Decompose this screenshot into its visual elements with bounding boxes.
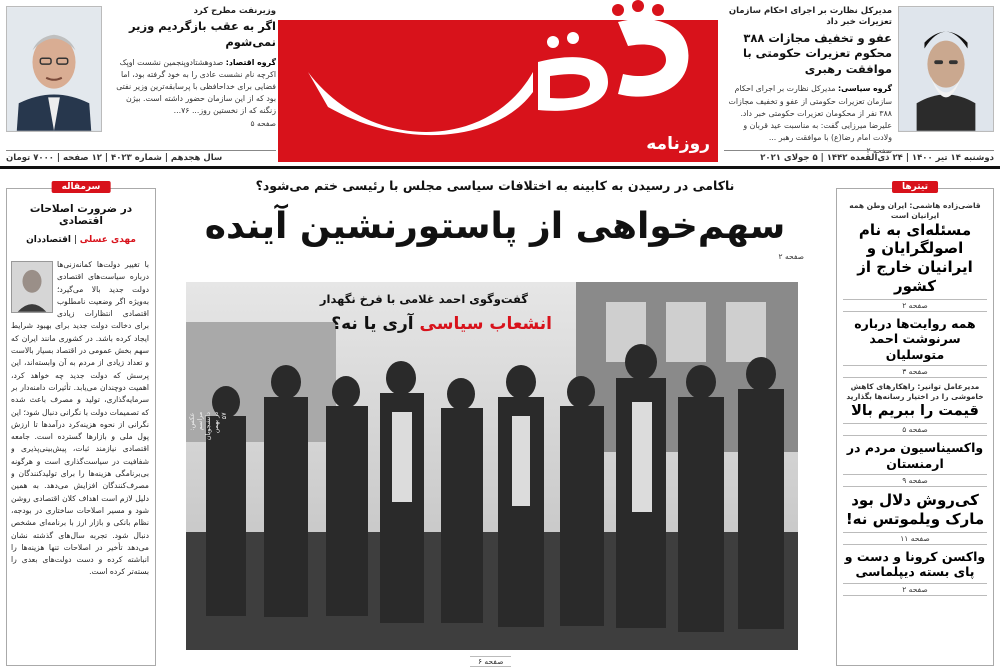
masthead-right-story[interactable] xyxy=(724,6,892,156)
author-role: اقتصاددان xyxy=(26,235,71,245)
photo-title-red: انشعاب سیاسی xyxy=(419,314,552,334)
teaser-title[interactable]: همه روایت‌ها درباره سرنوشت احمد متوسلیان xyxy=(854,315,976,362)
teaser-title[interactable]: کی‌روش دلال بود مارک ویلموتس نه! xyxy=(845,491,985,528)
teaser-page[interactable]: صفحه ۲ xyxy=(843,299,987,312)
crowd-photo-image xyxy=(186,282,798,650)
author-separator: | xyxy=(70,235,77,245)
teaser-item[interactable] xyxy=(837,189,993,312)
story-title[interactable]: اگر به عقب بازگردیم وزیر نمی‌شوم xyxy=(129,19,276,49)
lead-photo[interactable] xyxy=(186,282,798,650)
teaser-item[interactable] xyxy=(837,545,993,596)
teaser-item[interactable] xyxy=(837,312,993,379)
leader-portrait[interactable] xyxy=(898,6,994,132)
author-photo xyxy=(11,261,53,313)
lead-subhead: ناکامی در رسیدن به کابینه به اختلافات سیاسی مجلس با رئیسی ختم می‌شود؟ xyxy=(255,178,735,193)
headlines-column xyxy=(836,182,994,666)
headlines-tab: تیترها xyxy=(892,181,938,193)
portrait-image xyxy=(899,7,993,131)
issue-date: دوشنبه ۱۴ تیر ۱۴۰۰ | ۲۴ ذی‌القعده ۱۴۴۲ | ۵ جولای ۲۰۲۱ xyxy=(724,150,994,165)
teaser-page[interactable]: صفحه ۱۱ xyxy=(843,532,987,545)
teaser-title[interactable]: مسئله‌ای به نام اصولگرایان و ایرانیان خارج از کشور xyxy=(857,220,973,295)
logo-wordmark xyxy=(288,2,708,162)
photo-title[interactable] xyxy=(331,314,552,334)
story-body-lead: گروه اقتصاد: xyxy=(225,57,276,67)
page-reference[interactable]: صفحه ۵ xyxy=(250,118,276,128)
story-kicker: مدیرکل نظارت بر اجرای احکام سازمان تعزیرات خبر داد xyxy=(728,6,892,28)
teaser-item[interactable] xyxy=(837,436,993,487)
page-reference[interactable]: صفحه ۲ xyxy=(866,145,892,155)
editorial-column[interactable] xyxy=(6,182,156,666)
editorial-title[interactable]: در ضرورت اصلاحات اقتصادی xyxy=(29,203,133,227)
masthead-left-story[interactable] xyxy=(108,6,276,129)
editorial-text: با تغییر دولت‌ها کمانه‌زنی‌ها درباره سیاست‌های اقتصادی دولت جدید بالا می‌گیرد؛ به‌ویژه اگر وضعیت نامطلوب اقتصادی انتظارات زیادی برای دخالت دولت جدید برای بهبود شرایط ایجاد کرده باشد. در کشوری مانند ایران که سهم بخش عمومی در اقتصاد بسیار بالاست و تعداد زیادی از مردم به آن وابسته‌اند، این پرسش که دولت جدید چه خواهد کرد، اهمیت دوچندان می‌یابد. تأثیرات دامنه‌دار بر سرمایه‌گذاری، تولید و مصرف باعث شده که تصمیمات دولت با نگرانی دنبال شود؛ این نگرانی از نحوه هزینه‌کرد درآمدها تا ارزش پول ملی و بازارها گسترده است. جامعه اقتصادی نیازمند ثبات، پیش‌بینی‌پذیری و شفافیت در سیاست‌گذاری است و هرگونه بی‌برنامگی هزینه‌ها را برای تولیدکنندگان و مصرف‌کنندگان افزایش می‌دهد. به همین دلیل لازم است اهداف کلان اقتصادی روشن شود و مسیر اصلاحات ساختاری در بودجه، نظام بانکی و بازار ارز با برنامه‌ای مشخص دنبال شود. تجربه سال‌های گذشته نشان می‌دهد تأخیر در اصلاحات تنها هزینه‌ها را انباشته کرده و دست دولت‌های بعدی را بسته‌تر کرده است. xyxy=(11,260,149,577)
story-body-text: مدیرکل نظارت بر اجرای احکام سازمان تعزیرات حکومتی از عفو و تخفیف مجازات ۳۸۸ نفر از محکومان تعزیرات حکومتی خبر داد. علیرضا میرزایی گفت: به مناسبت عید قربان و ولادت امام رضا(ع) با موافقت رهبر ... xyxy=(728,84,892,142)
lead-story xyxy=(170,168,820,668)
lead-headline[interactable]: سهم‌خواهی از پاستورنشین آینده xyxy=(204,206,786,247)
newspaper-logo[interactable] xyxy=(278,2,718,162)
teaser-page[interactable]: صفحه ۳ xyxy=(843,365,987,378)
issue-info: سال هجدهم | شماره ۴۰۲۳ | ۱۲ صفحه | ۷۰۰۰ تومان xyxy=(6,150,276,165)
author-name: مهدی عسلی xyxy=(79,235,136,245)
teaser-title[interactable]: واکسن کرونا و دست و پای بسته دیپلماسی xyxy=(844,548,986,580)
editorial-tab: سرمقاله xyxy=(52,181,111,193)
teaser-page[interactable]: صفحه ۵ xyxy=(843,423,987,436)
photo-credit: عکس: مراسم دانشجویان در بهمن ۵۷ xyxy=(188,412,228,441)
story-body xyxy=(108,57,276,117)
teaser-kicker: مدیرعامل توانیر: راهکارهای کاهش خاموشی را در اختیار رسانه‌ها بگذارید xyxy=(846,382,984,402)
teaser-title[interactable]: واکسیناسیون مردم در ارمنستان xyxy=(846,440,984,471)
story-body-text: صدوهشتادوپنجمین نشست اوپک اکرچه نام نشست عادی را به خود گرفته بود، اما فضایی برای خداحافظی با پرسابقه‌ترین وزیر نفتی بود که از این سازمان حضور داشته است. بیژن زنگنه که از نخستین روز... ۷۶... xyxy=(116,57,276,115)
teaser-title[interactable]: قیمت را ببریم بالا xyxy=(851,402,979,419)
logo-subtitle: روزنامه xyxy=(646,134,710,154)
portrait-image xyxy=(7,7,101,131)
editorial-body xyxy=(11,259,149,661)
photo-kicker: گفت‌وگوی احمد غلامی با فرخ نگهدار xyxy=(319,292,528,306)
teaser-page[interactable]: صفحه ۲ xyxy=(843,583,987,596)
editorial-author xyxy=(7,235,155,245)
photo-page-ref[interactable]: صفحه ۶ xyxy=(470,656,511,667)
teaser-item[interactable] xyxy=(837,378,993,436)
story-title[interactable]: عفو و تخفیف مجازات ۳۸۸ محکوم تعزیرات حکومتی با موافقت رهبری xyxy=(743,30,892,76)
photo-title-black: آری یا نه؟ xyxy=(331,314,420,334)
teaser-page[interactable]: صفحه ۹ xyxy=(843,474,987,487)
teaser-item[interactable] xyxy=(837,487,993,545)
story-body-lead: گروه سیاسی: xyxy=(838,84,892,94)
story-kicker: وزیرنفت مطرح کرد xyxy=(193,6,276,16)
teaser-kicker: قاضی‌زاده هاشمی: ایران وطن همه ایرانیان است xyxy=(849,201,981,220)
minister-portrait[interactable] xyxy=(6,6,102,132)
story-body xyxy=(724,83,892,143)
masthead xyxy=(0,0,1000,163)
headline-page-ref[interactable]: صفحه ۲ xyxy=(778,252,804,261)
